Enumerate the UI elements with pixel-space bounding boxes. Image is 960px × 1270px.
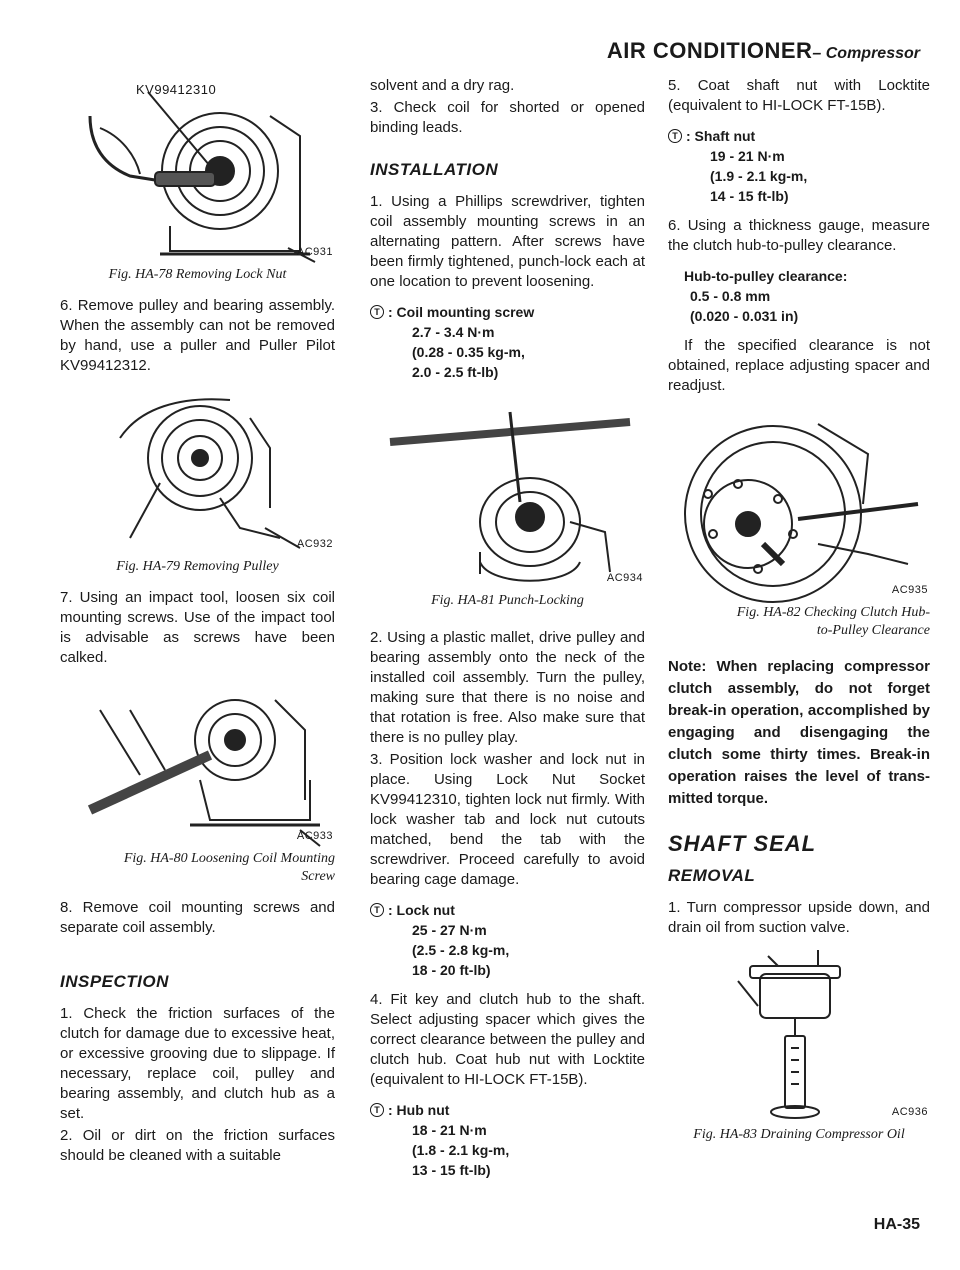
spec-shaft-kgm: (1.9 - 2.1 kg-m, (710, 168, 808, 184)
figure-ha82-code: AC935 (891, 584, 928, 596)
spec-lock-nut (370, 900, 645, 980)
spec-hub-label: : Hub nut (388, 1102, 450, 1118)
install-step-3: 3. Position lock washer and lock nut in place. Using Lock Nut Socket KV99412310, tighten lock nut firmly. With lock washer tab and lock nut cutouts matched, bend the tab with the screwdriver. Proceed carefully to avoid bearing cage damage. (370, 751, 645, 888)
figure-ha78-tool-label: KV99412310 (136, 82, 217, 97)
figure-ha78-caption: Fig. HA-78 Removing Lock Nut (108, 267, 287, 282)
spec-shaft-label: : Shaft nut (686, 128, 756, 144)
section-shaft-seal: SHAFT SEAL (668, 831, 817, 856)
removing-lock-nut-illustration (60, 76, 335, 266)
spec-shaft-nm: 19 - 21 N·m (710, 148, 785, 164)
figure-ha78-code: AC931 (296, 246, 333, 258)
figure-ha79 (60, 388, 335, 576)
spec-coil-nm: 2.7 - 3.4 N·m (412, 324, 495, 340)
inspection-step-2: 2. Oil or dirt on the friction surfaces should be cleaned with a suitable (60, 1127, 335, 1164)
figure-ha82-caption-line2: to-Pulley Clearance (816, 623, 930, 638)
spec-hub-nut (370, 1100, 645, 1180)
figure-ha80-caption (60, 850, 335, 886)
header-subtitle: – Compressor (812, 45, 920, 62)
torque-icon: T (370, 903, 384, 917)
figure-ha83-code: AC936 (891, 1106, 928, 1118)
figure-ha82 (668, 404, 930, 640)
section-inspection: INSPECTION (60, 972, 169, 991)
figure-ha82-caption (668, 604, 930, 640)
figure-ha81-code: AC934 (606, 572, 643, 584)
spec-hub-ftlb: 13 - 15 ft-lb) (412, 1162, 491, 1178)
note-break-in (668, 656, 930, 810)
figure-ha80-caption-line1: Fig. HA-80 Loosening Coil Mounting (123, 851, 335, 866)
torque-icon: T (370, 305, 384, 319)
note-text: When replacing compressor clutch assembly, do not forget break-in operation, accomplished by engaging and disengaging the clutch some thirty times. Break-in operation raises the level of transmitted torque. (668, 658, 931, 807)
inspection-step-1: 1. Check the friction surfaces of the clutch for damage due to excessive heat, or excessive grooving due to slippage. If necessary, replace coil, pulley and bearing assembly, and clutch hub as a set. (60, 1005, 335, 1122)
page-number: HA-35 (873, 1216, 920, 1233)
spec-coil-label: : Coil mounting screw (388, 304, 535, 320)
spec-shaft-nut (668, 126, 930, 206)
draining-oil-illustration (668, 946, 930, 1126)
torque-icon: T (370, 1103, 384, 1117)
column-left (60, 76, 335, 1168)
figure-ha78 (60, 76, 335, 284)
figure-ha82-caption-line1: Fig. HA-82 Checking Clutch Hub- (736, 605, 930, 620)
spec-lock-label: : Lock nut (388, 902, 455, 918)
install-step-4: 4. Fit key and clutch hub to the shaft. Select adjusting spacer which gives the correct clearance between the pulley and clutch hub. Coat hub nut with Locktite (equivalent to HI-LOCK FT-15B). (370, 991, 645, 1088)
spec-lock-kgm: (2.5 - 2.8 kg-m, (412, 942, 510, 958)
spec-hub-kgm: (1.8 - 2.1 kg-m, (412, 1142, 510, 1158)
step-remove-coil: 8. Remove coil mounting screws and separate coil assembly. (60, 899, 335, 936)
figure-ha80 (60, 680, 335, 886)
spec-coil-kgm: (0.28 - 0.35 kg-m, (412, 344, 525, 360)
inspection-step-2-cont: solvent and a dry rag. (370, 77, 515, 94)
header-title: AIR CONDITIONER (606, 38, 813, 63)
install-step-2: 2. Using a plastic mallet, drive pulley and bearing assembly onto the neck of the installed coil assembly. Turn the pulley, making sure that there is no noise and that rotation is free. Also make sure that there is no pulley play. (370, 629, 645, 746)
spec-coil-screw (370, 302, 645, 382)
checking-clearance-illustration (668, 404, 930, 604)
readjust-text: If the specified clearance is not obtained, replace adjusting spacer and readjust. (668, 337, 930, 394)
figure-ha83 (668, 946, 930, 1144)
spec-clear-label: Hub-to-pulley clearance: (684, 268, 848, 284)
section-removal: REMOVAL (668, 866, 756, 885)
step-remove-pulley: 6. Remove pulley and bearing assembly. When the assembly can not be removed by hand, use a puller and Puller Pilot KV99412312. (60, 297, 335, 374)
spec-lock-nm: 25 - 27 N·m (412, 922, 487, 938)
install-step-1: 1. Using a Phillips screwdriver, tighten coil assembly mounting screws in an alternating pattern. After screws have been firmly tightened, punch-lock each at one location to prevent loosening. (370, 193, 645, 290)
step-loosen-screws: 7. Using an impact tool, loosen six coil mounting screws. Use of the impact tool is advisable as screws have been calked. (60, 589, 335, 666)
figure-ha80-caption-line2: Screw (301, 869, 335, 884)
install-step-5: 5. Coat shaft nut with Locktite (equivalent to HI-LOCK FT-15B). (668, 77, 930, 114)
note-label: Note: (668, 658, 707, 675)
figure-ha80-code: AC933 (296, 830, 333, 842)
spec-shaft-ftlb: 14 - 15 ft-lb) (710, 188, 789, 204)
torque-icon: T (668, 129, 682, 143)
column-right (668, 76, 930, 1144)
page-header (607, 38, 920, 68)
spec-hub-nm: 18 - 21 N·m (412, 1122, 487, 1138)
removing-pulley-illustration (60, 388, 335, 558)
column-middle (370, 76, 645, 1190)
figure-ha81-caption: Fig. HA-81 Punch-Locking (431, 593, 584, 608)
spec-clear-in: (0.020 - 0.031 in) (690, 308, 799, 324)
inspection-step-3: 3. Check coil for shorted or opened binding leads. (370, 99, 645, 136)
section-installation: INSTALLATION (370, 160, 499, 179)
spec-clear-mm: 0.5 - 0.8 mm (690, 288, 771, 304)
figure-ha79-caption: Fig. HA-79 Removing Pulley (116, 559, 279, 574)
install-step-6: 6. Using a thickness gauge, measure the clutch hub-to-pulley clearance. (668, 217, 930, 254)
spec-coil-ftlb: 2.0 - 2.5 ft-lb) (412, 364, 499, 380)
figure-ha81 (370, 402, 645, 610)
loosening-coil-screw-illustration (60, 680, 335, 850)
spec-lock-ftlb: 18 - 20 ft-lb) (412, 962, 491, 978)
spec-clearance (668, 266, 930, 326)
punch-locking-illustration (370, 402, 645, 592)
figure-ha83-caption: Fig. HA-83 Draining Compressor Oil (693, 1127, 905, 1142)
removal-step-1: 1. Turn compressor upside down, and drain oil from suction valve. (668, 899, 930, 936)
figure-ha79-code: AC932 (296, 538, 333, 550)
